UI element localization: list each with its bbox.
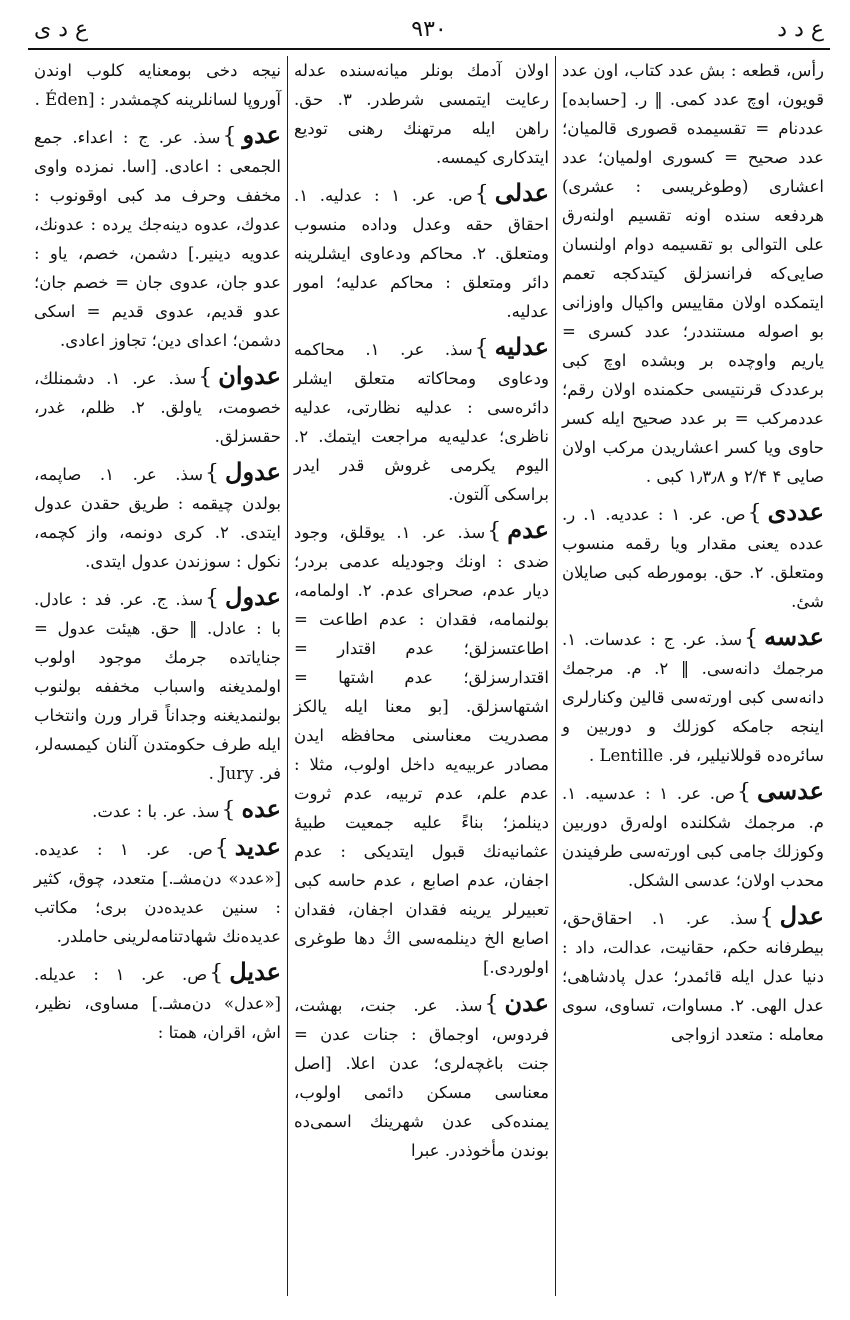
dictionary-entry <box>34 582 281 788</box>
page-number: ۹۳۰ <box>411 17 447 42</box>
entry-headword: عدسی <box>756 776 824 805</box>
dictionary-entry <box>562 776 824 895</box>
brace-mark: } <box>474 182 489 207</box>
entry-definition: ص. عر. ۱ : عدیده. [«عدد» دن‌مشـ.] متعدد، چوق، کثیر : سنین عدیده‌دن بری؛ مکاتب عدیده‌نك شهادتنامه‌لرینی حاملدر. <box>34 840 281 946</box>
brace-mark: } <box>759 905 774 930</box>
entry-headword: عدو <box>242 120 281 149</box>
entry-definition: سذ. عر. با : عدت. <box>92 802 220 821</box>
entry-headword: عدید <box>234 832 281 861</box>
dictionary-entry <box>34 56 281 114</box>
brace-mark: } <box>209 961 224 986</box>
entry-definition: رأس، قطعه : بش عدد کتاب، اون عدد قویون، اوچ عدد کمی. ‖ ر. [حسابده] عددنام = تقسیمده قصوری قالمیان؛ عدد صحیح = کسوری اولمیان؛ عدد اعشاری (وطوغریسی : عشری) هردفعه‌ سنده اونه تقسیم اولنه‌رق علی‌ التوالی بو تقسیمه دوام اولنسان صایی‌که فرانسزلق کیتدکجه تعمم ایتمکده اولان مقاییس واکیال واوزانی بو اصوله مستنددر؛ عدد کسری = یاریم واوچده بر وبشده اوچ کبی برعددک قرنتیسی حکمنده اولان رقم؛ عددمرکب = بر عدد صحیح ایله کسر حاوی ویا کسر اعشاریدن مرکب اولان صایی ۴ ۲/۴ و ۱٫۳٫۸ کبی . <box>562 61 824 486</box>
entry-headword: عدل <box>779 901 824 930</box>
entry-headword: عدول <box>225 582 281 611</box>
entry-definition: نیجه دخی بومعنایه کلوب اوندن آوروپا لسانلرینه کچمشدر : [Éden . <box>34 61 281 109</box>
dictionary-entry <box>294 988 549 1165</box>
entry-headword: عدم <box>507 515 549 544</box>
column-middle <box>288 56 556 1296</box>
brace-mark: } <box>747 501 762 526</box>
entry-definition: ص. عر. ۱ : عدیله. [«عدل» دن‌مشـ.] مساوی، نظیر، اش، اقران، همتا : <box>34 965 281 1042</box>
page-header <box>28 14 830 50</box>
entry-headword: عددی <box>767 497 824 526</box>
entry-headword: عدوان <box>218 361 281 390</box>
dictionary-entry <box>34 457 281 576</box>
dictionary-entry <box>34 120 281 355</box>
dictionary-entry <box>34 957 281 1047</box>
brace-mark: } <box>736 780 751 805</box>
brace-mark: } <box>487 519 502 544</box>
entry-headword: عدسه <box>764 622 824 651</box>
dictionary-entry <box>34 794 281 826</box>
entry-definition: سذ. عر. ۱. یوقلق، وجود ضدی : اونك وجودیله عدمی بردر؛ دیار عدم، صحرای عدم. ۲. اولمامه، بولنمامه، فقدان : عدم اطاعت = اطاعتسزلق؛ عدم اقتدار = اقتدارسزلق؛ عدم اشتها = اشتهاسزلق. [بو معنا ایله یالکز مصدریت معناسنی محافظه ایدن مصادر عربیه‌یه داخل اولوب، مثلا : عدم علم، عدم تربیه، عدم ثروت دینلمز؛ بناءً علیه جمعیت طبیهٔ عثمانیه‌نك قبول ایتدیکی : عدم اجفان، عدم اصابع ، عدم حاسه کبی تعبیرلر یرینه فقدان اجفان، فقدان اصابع الخ دینلمه‌سی اڭ دها طوغری اولوردی.] <box>294 523 549 977</box>
brace-mark: } <box>198 365 213 390</box>
entry-headword: عدن <box>504 988 549 1017</box>
header-right-keyword: ع د د <box>777 17 824 42</box>
brace-mark: } <box>222 124 237 149</box>
entry-headword: عدلیه <box>494 332 549 361</box>
entry-definition: سذ. عر. ۱. محاکمه ودعاوی ومحاکاته متعلق ایشلر دائره‌سی : عدلیه نظارتی، عدلیه ناظری؛ عدلیه‌یه مراجعت ایتمك. ۲. الیوم یکرمی غروش قدر ایدر براسکی آلتون. <box>294 340 549 504</box>
dictionary-entry <box>562 56 824 491</box>
entry-definition: ص. عر. ۱ : عدلیه. ۱. احقاق حقه وعدل وداده منسوب ومتعلق. ۲. محاکم ودعاوی ایشلرینه دائر ومتعلق : محاکم عدلیه؛ امور عدلیه. <box>294 186 549 321</box>
entry-definition: ص. عر. ۱ : عددیه. ۱. ر. عدده یعنی مقدار ویا رقمه منسوب ومتعلق. ۲. حق. بومورطه کبی صایلان شی‌ٔ. <box>562 505 824 611</box>
dictionary-entry <box>294 515 549 982</box>
entry-definition: سذ. عر. جنت، بهشت، فردوس، اوجماق : جنات عدن = جنت باغچه‌لری؛ عدن اعلا. [اصل معناسی مسکن دائمی اولوب، یمنده‌کی عدن شهرینك اسمی‌ده بوندن مأخوذدر. عبرا <box>294 996 549 1160</box>
brace-mark: } <box>221 798 236 823</box>
dictionary-entry <box>294 56 549 172</box>
dictionary-entry <box>294 332 549 509</box>
brace-mark: } <box>474 336 489 361</box>
entry-definition: سذ. عر. ج : اعداء. جمع الجمعی : اعادی. [اسا. نمزده واوی مخفف وحرف مد کبی اوقونوب : عدوك، عدوه دینه‌جك یرده : عدونك، عدویه دینیر.] دشمن، خصم، یاو : عدو جان، عدوی جان = خصم جان؛ عدو قدیم، عدوی قدیم = اسکی دشمن؛ اعدای دین؛ تجاوز اعادی. <box>34 128 281 350</box>
entry-headword: عدلی <box>494 178 549 207</box>
dictionary-entry <box>294 178 549 326</box>
brace-mark: } <box>744 626 759 651</box>
entry-definition: سذ. عر. ۱. دشمنلك، خصومت، یاولق. ۲. ظلم، غدر، حقسزلق. <box>34 369 281 446</box>
entry-headword: عده <box>241 794 281 823</box>
dictionary-entry <box>562 497 824 616</box>
brace-mark: } <box>205 586 220 611</box>
brace-mark: } <box>205 461 220 486</box>
brace-mark: } <box>214 836 229 861</box>
header-left-keyword: ع د ی <box>34 17 89 42</box>
columns-container <box>28 56 830 1296</box>
entry-headword: عدول <box>225 457 281 486</box>
column-right <box>556 56 830 1296</box>
dictionary-page <box>28 14 830 1299</box>
entry-definition: ص. عر. ۱ : عدسیه. ۱. م. مرجمك شکلنده اوله‌رق دوربین وکوزلك جامی کبی اورته‌سی طرفیندن محدب اولان؛ عدسی الشکل. <box>562 784 824 890</box>
entry-definition: سذ. ج. عر. فد : عادل. با : عادل. ‖ حق. هیئت عدول = جنایاتده جرمك موجود اولوب اولمدیغنه واسباب مخففه بولنوب بولنمدیغنه وجداناً قرار ورن وانتخاب ایله طرف حکومتدن آلنان کیمسه‌لر، فر. Jury . <box>34 590 281 783</box>
dictionary-entry <box>562 901 824 1049</box>
entry-definition: سذ. عر. ۱. احقاق‌حق، بیطرفانه حکم، حقانیت، عدالت، داد : دنیا عدل ایله قائمدر؛ عدل پادشاهی؛ عدل الهی. ۲. مساوات، تساوی، سوی معامله : متعدد ازواجی <box>562 909 824 1044</box>
dictionary-entry <box>34 361 281 451</box>
dictionary-entry <box>34 832 281 951</box>
entry-definition: اولان آدمك بونلر میانه‌سنده عدله رعایت ایتمسی شرطدر. ۳. حق. راهن ایله مرتهنك رهنی تودیع ایتدکاری کیمسه. <box>294 61 549 167</box>
entry-headword: عدیل <box>229 957 281 986</box>
brace-mark: } <box>484 992 499 1017</box>
column-left <box>28 56 288 1296</box>
entry-definition: سذ. عر. ج : عدسات. ۱. مرجمك دانه‌سی. ‖ ۲. م. مرجمك دانه‌سی کبی اورته‌سی قالین وکنارلری اینجه جامکه کوزلك و دوربین و سائره‌ده قوللانیلیر، فر. Lentille . <box>562 630 824 765</box>
dictionary-entry <box>562 622 824 770</box>
entry-definition: سذ. عر. ۱. صاپمه، بولدن چیقمه : طریق حقدن عدول ایتدی. ۲. کری دونمه، واز کچمه، نکول : سوزندن عدول ایتدی. <box>34 465 281 571</box>
